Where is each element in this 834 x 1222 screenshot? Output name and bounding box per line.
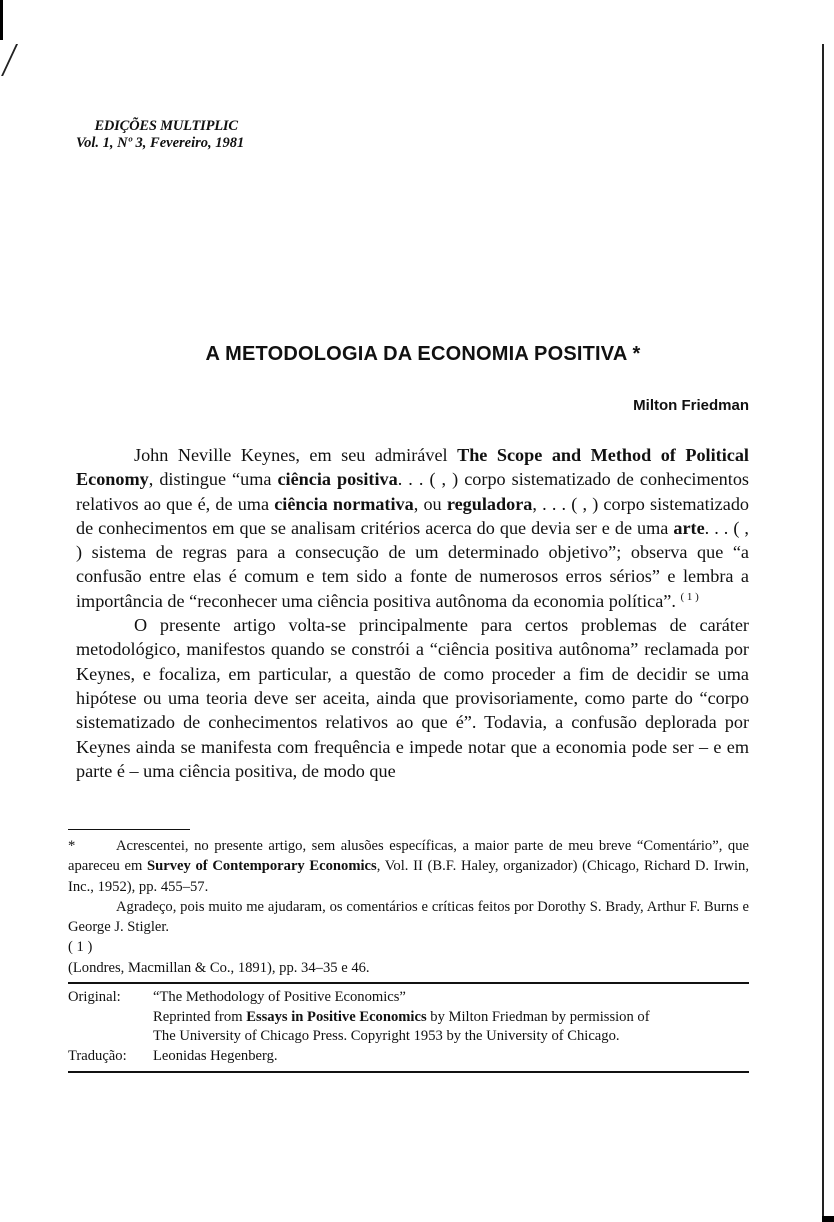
footnote-marker: * <box>68 838 76 854</box>
footnote-1-text: (Londres, Macmillan & Co., 1891), pp. 34–35 e 46. <box>68 959 370 976</box>
reprint-line-1 <box>153 1008 650 1028</box>
emphasis-term: arte <box>673 517 705 538</box>
journal-masthead <box>76 118 244 152</box>
credits-divider-top <box>68 982 749 984</box>
issue-info: Vol. 1, Nº 3, Fevereiro, 1981 <box>76 135 245 151</box>
text-run: , ou <box>413 493 447 514</box>
reprint-line-2: The University of Chicago Press. Copyright 1953 by the University of Chicago. <box>153 1028 620 1045</box>
footnote-divider <box>68 829 190 830</box>
translator-name: Leonidas Hegenberg. <box>153 1047 278 1064</box>
credit-copyright <box>68 1027 768 1047</box>
credit-translation <box>68 1047 768 1067</box>
credit-label: Tradução: <box>68 1047 127 1064</box>
article-title: A METODOLOGIA DA ECONOMIA POSITIVA * <box>205 343 641 365</box>
footnote-star <box>68 836 749 897</box>
credit-label: Original: <box>68 989 121 1005</box>
text-run: , Vol. II (B.F. Haley, organizador) (Chicago, Richard D. Irwin, Inc., 1952), pp. 455–57. <box>68 858 749 895</box>
text-run: Acrescentei, no presente artigo, sem alusões específicas, a maior parte de meu breve “Comentário”, que apareceu em <box>68 838 749 875</box>
text-run: . . . ( , ) sistema de regras para a consecução de um determinado objetivo”; observa que “a confusão entre elas é comum e tem sido a fonte de numerosos erros sérios” e lembra a importância de “reconhecer uma ciência positiva autônoma da economia política”. <box>76 517 749 611</box>
text-run: by Milton Friedman by permission of <box>426 1008 650 1025</box>
credit-original <box>68 988 768 1008</box>
book-title: Essays in Positive Economics <box>246 1008 427 1025</box>
text-run: . <box>165 919 170 936</box>
scan-mark <box>0 44 18 76</box>
footnote-ref-1: ( 1 ) <box>680 590 699 603</box>
text-run: , . . . ( , ) corpo sistematizado de conhecimentos em que se analisam critérios acerca do que devia ser e de uma <box>76 493 750 538</box>
emphasis-term: reguladora <box>446 493 533 514</box>
original-title: “The Methodology of Positive Economics” <box>153 989 406 1005</box>
spacer <box>68 1008 153 1028</box>
footnotes <box>68 836 749 978</box>
footnote-1-marker: ( 1 ) <box>68 939 93 956</box>
text-run: . . . ( , ) corpo sistematizado de conhecimentos relativos ao que é, de uma <box>76 469 749 514</box>
credits-divider-bottom <box>68 1071 749 1073</box>
text-run: John Neville Keynes, em seu admirável <box>134 445 458 465</box>
text-run: Agradeço, pois muito me ajudaram, os comentários e críticas feitos por <box>116 898 538 915</box>
publisher-name: EDIÇÕES MULTIPLIC <box>94 118 238 134</box>
scan-edge-right <box>822 44 824 1216</box>
book-title: The Scope and Method of Political Economy <box>76 445 749 490</box>
book-title: Survey of Contemporary Economics <box>147 858 377 875</box>
emphasis-term: ciência normativa <box>274 493 414 514</box>
scan-edge-corner <box>822 1216 834 1222</box>
article-author: Milton Friedman <box>633 397 749 414</box>
scan-edge-left <box>0 0 3 40</box>
emphasis-term: ciência positiva <box>277 469 398 490</box>
credit-reprint <box>68 1008 768 1028</box>
text-run: , distingue “uma <box>148 469 278 490</box>
article-body <box>76 443 749 783</box>
publication-credits <box>68 988 768 1066</box>
footnote-acknowledgements <box>68 897 749 938</box>
names: Dorothy S. Brady, Arthur F. Burns e George J. Stigler <box>68 898 750 936</box>
spacer <box>68 1027 153 1047</box>
paragraph-1 <box>76 443 749 613</box>
paragraph-2: O presente artigo volta-se principalmente para certos problemas de caráter metodológico, manifestos quando se constrói a “ciência positiva autônoma” reclamada por Keynes, e focaliza, em particular, a questão de como proceder a fim de decidir se uma hipótese ou uma teoria deve ser aceita, ainda que provisoriamente, como parte do “corpo sistematizado de conhecimentos relativos ao que é”. Todavia, a confusão deplorada por Keynes ainda se manifesta com frequência e impede notar que a economia pode ser – e em parte é – uma ciência positiva, de modo que <box>76 615 749 781</box>
text-run: Reprinted from <box>153 1008 247 1025</box>
